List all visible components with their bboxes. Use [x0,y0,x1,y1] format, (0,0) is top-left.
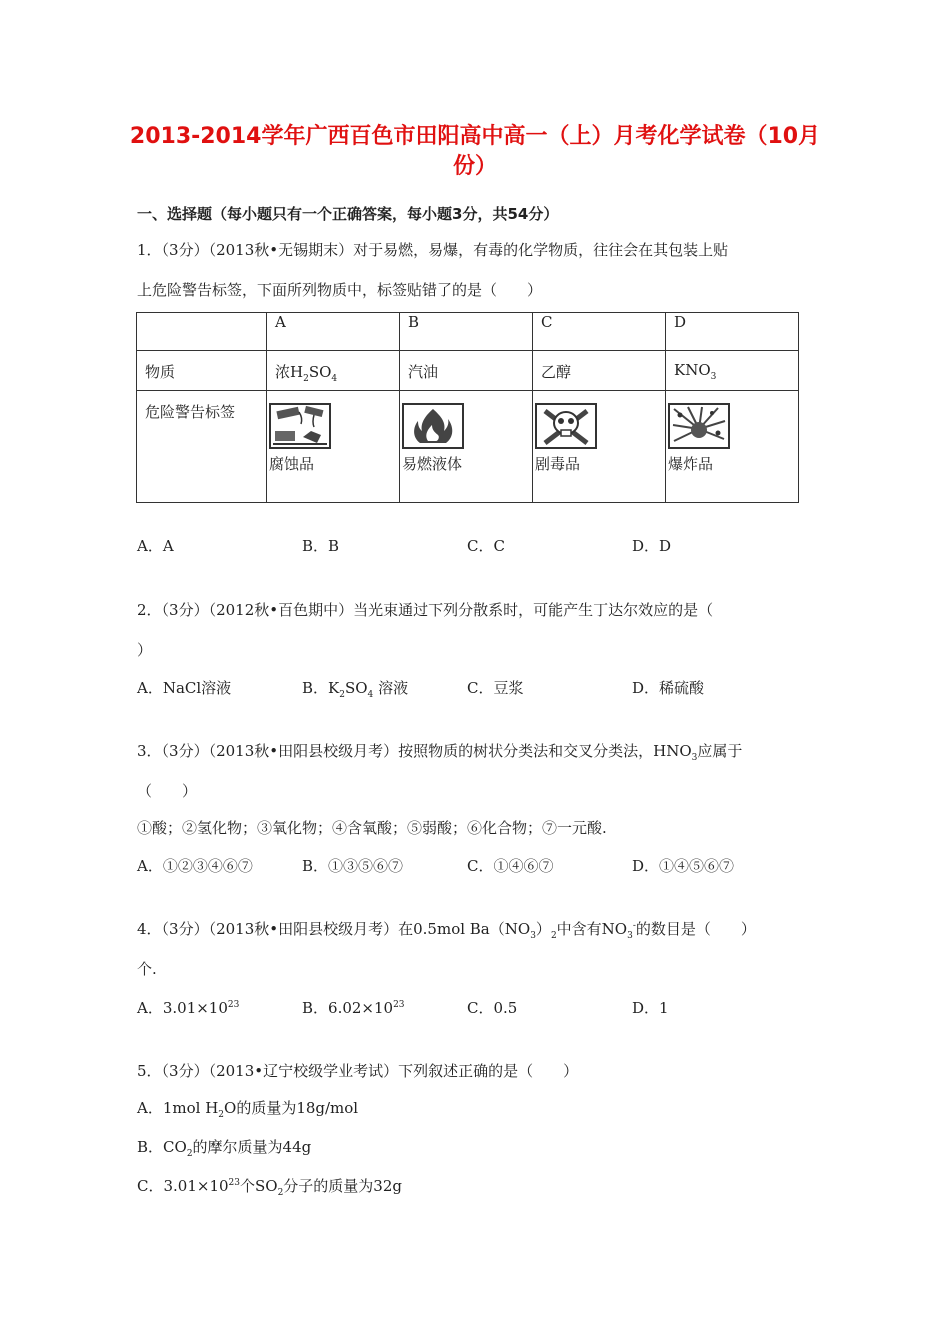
table-header-cell [137,313,267,351]
q3-option-b[interactable]: B．①③⑤⑥⑦ [302,857,404,875]
q5-option-b[interactable]: B．$CO_2$的摩尔质量为44g [137,1138,312,1159]
q1-text-line2: 上危险警告标签，下面所列物质中，标签贴错了的是（ ） [137,281,543,299]
hazard-cell-a [267,391,400,503]
explosion-icon [668,403,730,449]
q3-option-a[interactable]: A．①②③④⑥⑦ [137,857,253,875]
q1-hazard-table [136,312,799,503]
q3-option-c[interactable]: C．①④⑥⑦ [467,857,554,875]
skull-crossbones-icon [535,403,597,449]
q4-option-d[interactable]: D．1 [632,999,669,1017]
table-header-cell: D [666,313,799,351]
q5-text-line1: 5．（3分）（2013•辽宁校级学业考试）下列叙述正确的是（ ） [137,1062,579,1080]
row-label-hazard: 危险警告标签 [137,391,267,503]
row-label-substance: 物质 [137,351,267,391]
q5-option-c[interactable]: C．$3.01\times 10^{23}$个$SO_2$分子的质量为32g [137,1177,402,1198]
table-row-substance [137,351,799,391]
corrosive-icon [269,403,331,449]
q4-text-line2: 个. [137,960,157,978]
q1-option-d[interactable]: D．D [632,537,672,555]
table-header-cell: B [400,313,533,351]
hazard-name-a: 腐蚀品 [269,455,315,473]
q2-option-c[interactable]: C．豆浆 [467,679,524,697]
hazard-name-b: 易燃液体 [402,455,463,473]
hazard-cell-c [533,391,666,503]
section-heading: 一、选择题（每小题只有一个正确答案，每小题3分，共54分） [137,205,559,223]
substance-d: $KNO_3$ [666,351,799,391]
q5-option-a[interactable]: A．1mol $H_2O$的质量为18g/mol [137,1099,359,1120]
table-row-hazard-labels [137,391,799,503]
hazard-cell-b [400,391,533,503]
table-header-cell: A [267,313,400,351]
substance-c: 乙醇 [533,351,666,391]
flame-icon [402,403,464,449]
q3-option-d[interactable]: D．①④⑤⑥⑦ [632,857,735,875]
q4-option-c[interactable]: C．0.5 [467,999,518,1017]
q3-text-line2: （ ） [137,782,198,800]
q4-option-a[interactable]: A．$3.01\times 10^{23}$ [137,999,240,1017]
q2-option-a[interactable]: A．NaCl溶液 [137,679,232,697]
hazard-name-c: 剧毒品 [535,455,581,473]
q4-text-line1: 4．（3分）（2013秋•田阳县校级月考）在0.5mol $Ba(NO_3)_2$中含有$NO_3^-$的数目是（ ） [137,920,756,941]
q2-text-line2: ） [137,641,153,659]
substance-a: 浓$H_2SO_4$ [267,351,400,391]
substance-b: 汽油 [400,351,533,391]
exam-title: 2013-2014学年广西百色市田阳高中高一（上）月考化学试卷（10月份） [129,124,821,179]
q1-option-c[interactable]: C．C [467,537,505,555]
q2-option-b[interactable]: B．$K_2SO_4$ 溶液 [302,679,409,700]
q4-option-b[interactable]: B．$6.02\times 10^{23}$ [302,999,405,1017]
q1-text-line1: 1．（3分）（2013秋•无锡期末）对于易燃，易爆，有毒的化学物质，往往会在其包装上贴 [137,241,729,259]
q2-option-d[interactable]: D．稀硫酸 [632,679,705,697]
table-header-row [137,313,799,351]
table-header-cell: C [533,313,666,351]
q1-option-b[interactable]: B．B [302,537,340,555]
hazard-cell-d [666,391,799,503]
hazard-name-d: 爆炸品 [668,455,714,473]
q3-text-line3: ①酸；②氢化物；③氧化物；④含氧酸；⑤弱酸；⑥化合物；⑦一元酸. [137,819,607,837]
q2-text-line1: 2．（3分）（2012秋•百色期中）当光束通过下列分散系时，可能产生丁达尔效应的是（ [137,601,714,619]
q1-option-a[interactable]: A．A [137,537,174,555]
q3-text-line1: 3．（3分）（2013秋•田阳县校级月考）按照物质的树状分类法和交叉分类法，$HNO_3$应属于 [137,742,743,763]
